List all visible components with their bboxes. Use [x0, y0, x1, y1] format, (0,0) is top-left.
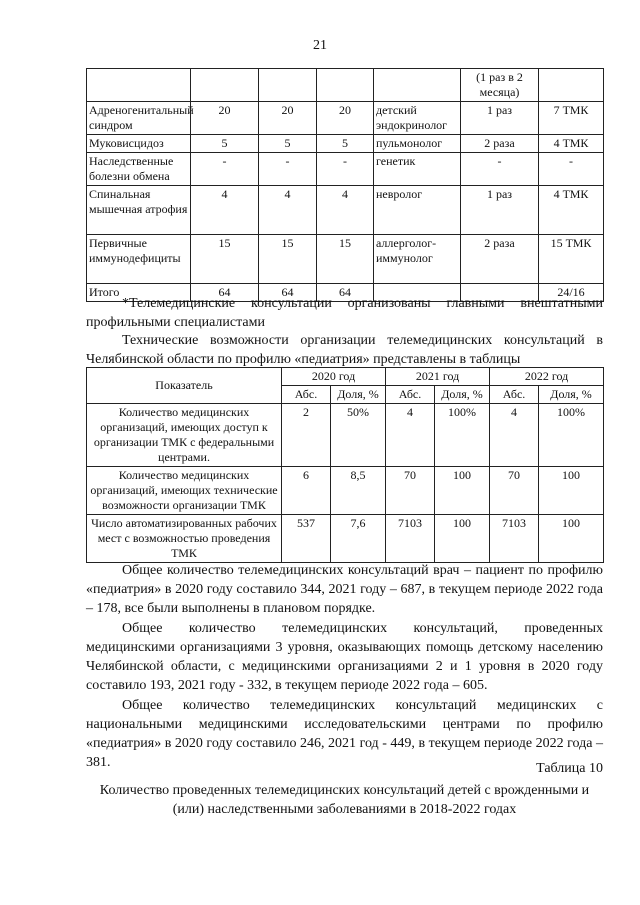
column-header: 2020 год: [282, 368, 386, 386]
page-number: 21: [313, 38, 327, 53]
table-row: Наследственные болезни обмена - - - генетик - -: [87, 153, 604, 186]
table-caption-number: Таблица 10: [536, 761, 603, 776]
table-row: Первичные иммунодефициты 15 15 15 аллерголог-иммунолог 2 раза 15 ТМК: [87, 235, 604, 284]
column-header: Показатель: [87, 368, 282, 404]
table-row: (1 раз в 2 месяца): [87, 69, 604, 102]
column-header: 2021 год: [386, 368, 490, 386]
paragraph: Общее количество телемедицинских консультаций врач – пациент по профилю «педиатрия» в 2020 году составило 344, 2021 году – 687, в текущем периоде 2022 года – 178, все были выполнены в плановом порядке.: [86, 563, 603, 616]
paragraph: Общее количество телемедицинских консультаций, проведенных медицинскими организациями 3 уровня, оказывающих помощь детскому населению Челябинской области, с медицинскими организациями 2 и 1 уровня в 2020 году составило 193, 2021 году - 332, в текущем периоде 2022 года – 605.: [86, 621, 603, 693]
column-header: Абс.: [386, 386, 435, 404]
consultations-table: [86, 68, 604, 302]
technical-capabilities-table: [86, 367, 604, 563]
table-row: Итого 64 64 64 24/16: [87, 284, 604, 302]
table-caption-title: Количество проведенных телемедицинских консультаций детей с врожденными и (или) наследственными заболеваниями в 2018-2022 годах: [99, 783, 590, 817]
column-header: Абс.: [282, 386, 331, 404]
table-header-row: [87, 368, 604, 386]
table-row: Число автоматизированных рабочих мест с возможностью проведения ТМК 537 7,6 7103 100 7103 100: [87, 515, 604, 563]
column-header: Доля, %: [539, 386, 604, 404]
footnote: *Телемедицинские консультации организованы главными внештатными профильными специалистами: [86, 296, 603, 330]
table-row: Количество медицинских организаций, имеющих технические возможности организации ТМК 6 8,5 70 100 70 100: [87, 467, 604, 515]
table-intro: Технические возможности организации телемедицинских консультаций в Челябинской области по профилю «педиатрия» представлены в таблицы: [86, 333, 603, 367]
table-row: Спинальная мышечная атрофия 4 4 4 невролог 1 раз 4 ТМК: [87, 186, 604, 235]
column-header: Абс.: [490, 386, 539, 404]
table-row: Адреногенитальный синдром 20 20 20 детский эндокринолог 1 раз 7 ТМК: [87, 102, 604, 135]
column-header: Доля, %: [331, 386, 386, 404]
table-row: Количество медицинских организаций, имеющих доступ к организации ТМК с федеральными центрами. 2 50% 4 100% 4 100%: [87, 404, 604, 467]
column-header: 2022 год: [490, 368, 604, 386]
paragraph: Общее количество телемедицинских консультаций медицинских с национальными медицинскими исследовательскими центрами по профилю «педиатрия» в 2020 году составило 246, 2021 год - 449, в текущем периоде 2022 года – 381.: [86, 698, 603, 770]
table-row: Муковисцидоз 5 5 5 пульмонолог 2 раза 4 ТМК: [87, 135, 604, 153]
column-header: Доля, %: [435, 386, 490, 404]
